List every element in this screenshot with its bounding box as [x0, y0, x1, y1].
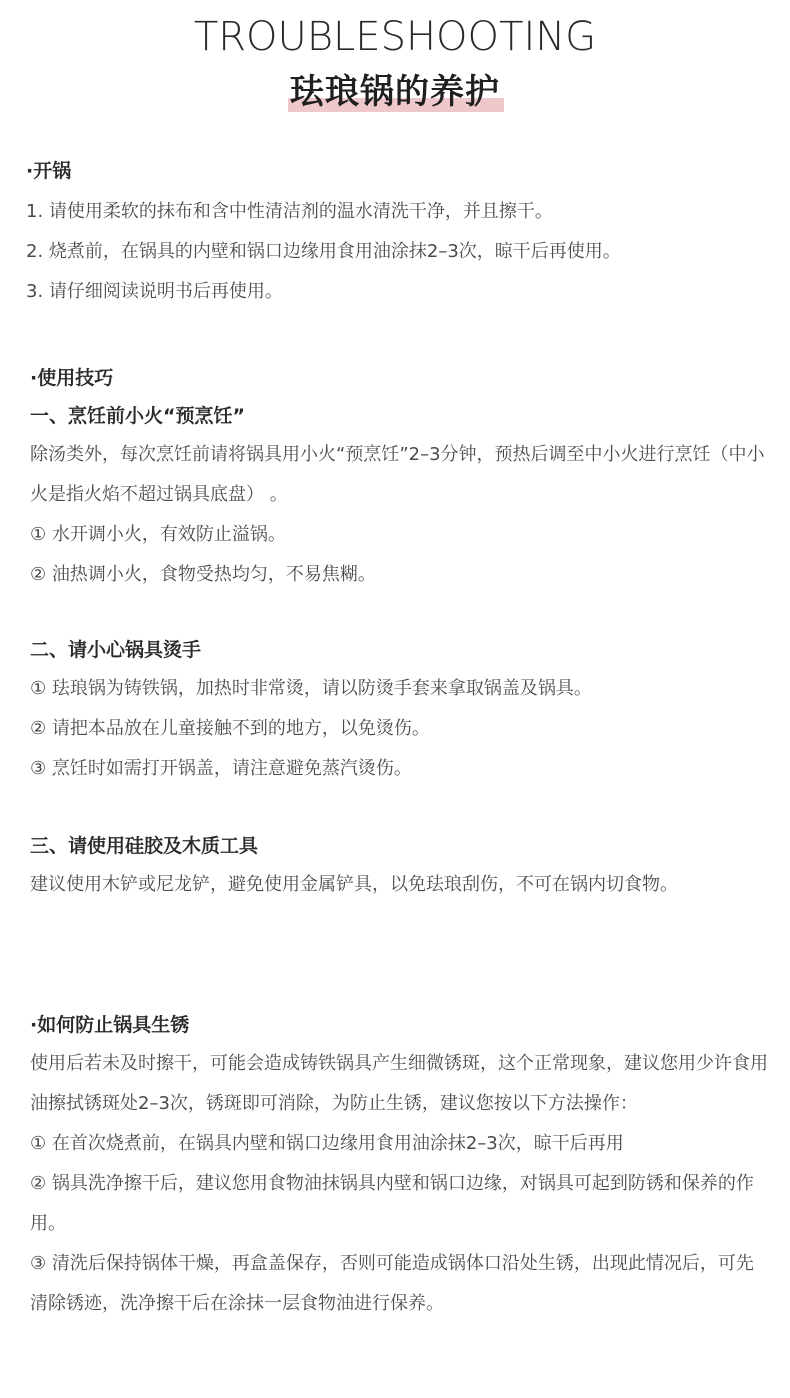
tip-hot-handle: [30, 635, 770, 789]
section-tips: [30, 363, 770, 905]
list-item: ② 锅具洗净擦干后，建议您用食物油抹锅具内壁和锅口边缘，对锅具可起到防锈和保养的作用。: [30, 1173, 754, 1234]
list-item: ③ 烹饪时如需打开锅盖，请注意避免蒸汽烫伤。: [30, 758, 412, 779]
list-item: ③ 清洗后保持锅体干燥，再盒盖保存，否则可能造成锅体口沿处生锈，出现此情况后，可先清除锈迹，洗净擦干后在涂抹一层食物油进行保养。: [30, 1253, 754, 1314]
tip-title: 三、请使用硅胶及木质工具: [30, 835, 259, 857]
list-item: 1. 请使用柔软的抹布和含中性清洁剂的温水清洗干净，并且擦干。: [26, 201, 553, 222]
tip-paragraph: 除汤类外，每次烹饪前请将锅具用小火“预烹饪”2–3分钟，预热后调至中小火进行烹饪（中小火是指火焰不超过锅具底盘） 。: [30, 444, 765, 505]
tip-paragraph: 建议使用木铲或尼龙铲，避免使用金属铲具，以免珐琅刮伤，不可在锅内切食物。: [30, 874, 678, 895]
section-heading: ·如何防止锅具生锈: [30, 1014, 190, 1036]
tip-title: 二、请小心锅具烫手: [30, 639, 202, 661]
list-item: ② 请把本品放在儿童接触不到的地方，以免烫伤。: [30, 718, 430, 739]
header: [0, 0, 790, 114]
tip-tools: [30, 831, 770, 905]
list-item: ① 水开调小火，有效防止溢锅。: [30, 524, 286, 545]
section-open-pot: [26, 156, 621, 312]
list-item: ① 珐琅锅为铸铁锅，加热时非常烫，请以防烫手套来拿取锅盖及锅具。: [30, 678, 592, 699]
section-heading: ·开锅: [26, 160, 72, 182]
rust-paragraph: 使用后若未及时擦干，可能会造成铸铁锅具产生细微锈斑，这个正常现象，建议您用少许食用油擦拭锈斑处2–3次，锈斑即可消除，为防止生锈，建议您按以下方法操作：: [30, 1053, 768, 1114]
tip-title: 一、烹饪前小火“预烹饪”: [30, 405, 245, 427]
title-chinese: 珐琅锅的养护: [290, 72, 500, 112]
section-heading: ·使用技巧: [30, 367, 114, 389]
section-rust: [30, 1010, 770, 1324]
list-item: ② 油热调小火，食物受热均匀，不易焦糊。: [30, 564, 376, 585]
list-item: 2. 烧煮前，在锅具的内壁和锅口边缘用食用油涂抹2–3次，晾干后再使用。: [26, 241, 621, 262]
list-item: ① 在首次烧煮前，在锅具内壁和锅口边缘用食用油涂抹2–3次，晾干后再用: [30, 1133, 624, 1154]
title-english: TROUBLESHOOTING: [193, 14, 597, 60]
list-item: 3. 请仔细阅读说明书后再使用。: [26, 281, 283, 302]
tip-preheat: [30, 401, 770, 595]
title-chinese-wrapper: [290, 70, 500, 114]
